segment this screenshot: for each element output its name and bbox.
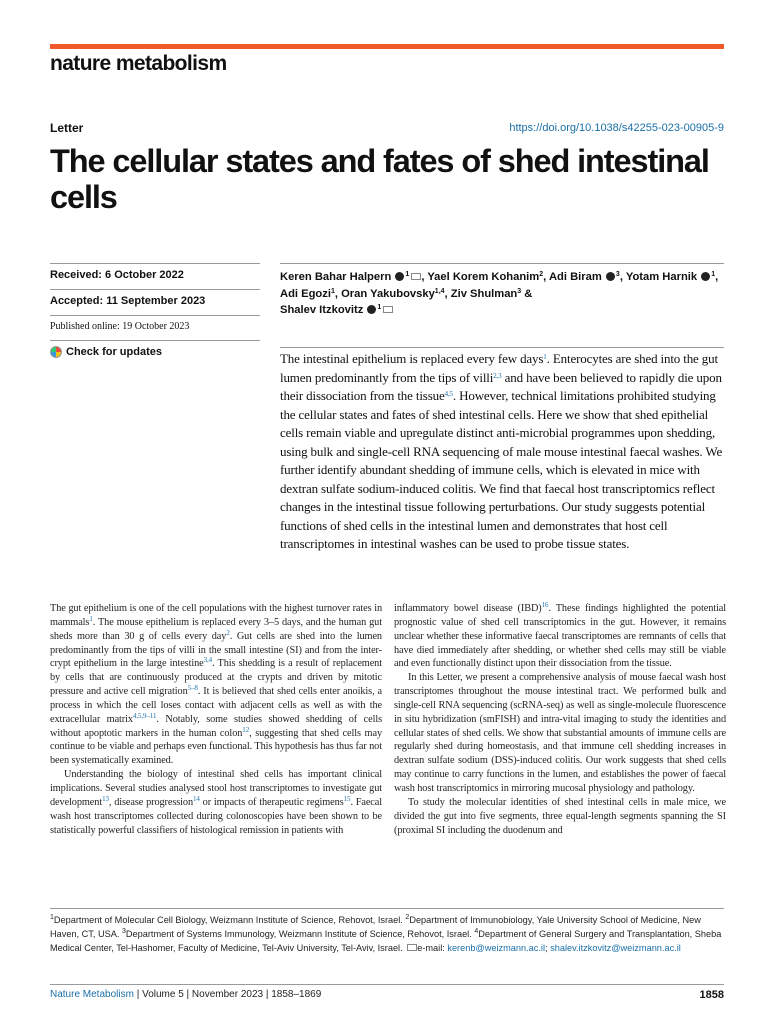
body-paragraph: The gut epithelium is one of the cell populations with the highest turnover rates in mammals$^1$. The mouse epithelium is replaced every 3–5 days, and the human gut sheds more than 30 g of cells every day$^2$. Gut cells are shed into the lumen predominantly from the tips of villi in the small intestine (SI) and from the inter-crypt epithelium in the large intestine$^{3,4}$. This shedding is a result of replacement by cells that are continuously produced at the crypts and driven by mitotic pressure and active cell migration$^{5-8}$. It is believed that shed cells enter anoikis, a process in which the cell loses contact with adjacent cells as well as with the extracellular matrix$^{4,5,9-11}$. Notably, some studies showed shedding of cells without apoptotic markers in the human colon$^{12}$, suggesting that shed cells may continue to be viable and perhaps even functional. This hypothesis has thus far not been systematically examined. [50,603,383,767]
accepted-date: Accepted: 11 September 2023 [50,289,260,315]
affiliation-text: Department of General Surgery and Transplantation, Sheba Medical Center, Tel-Hashomer, Faculty of Medicine, Tel-Aviv University, Tel-Aviv, Israel. [50,929,722,954]
check-updates-label: Check for updates [66,346,162,358]
affiliation-sup: 3 [615,271,620,278]
affiliation-sup: 1,4 [434,287,445,295]
author-name[interactable]: Yael Korem Kohanim [427,271,540,283]
email-icon[interactable] [411,273,421,280]
citation-ref[interactable]: 5–8 [187,684,198,693]
received-date: Received: 6 October 2022 [50,263,260,289]
doi-link[interactable]: https://doi.org/10.1038/s42255-023-00905-9 [509,122,724,134]
citation-ref[interactable]: 12 [242,725,250,734]
affiliation-sup: 1 [377,304,382,311]
article-dates [50,263,260,366]
orcid-icon[interactable] [367,305,376,314]
affiliation-sup: 1 [711,271,716,278]
author-name[interactable]: Ziv Shulman [450,287,518,300]
published-date: Published online: 19 October 2023 [50,315,260,340]
footer-citation [50,989,321,1001]
orcid-icon[interactable] [701,272,710,281]
citation-ref[interactable]: 4,5,9–11 [132,711,157,720]
body-column-left [50,602,382,837]
page-footer [50,984,724,1001]
abstract-text: . However, technical limitations prohibited studying the cellular states and fates of shed intestinal cells. Here we show that shed epithelial cells remain viable and upregulate distinct anti-microbial programmes upon shedding, using bulk and single-cell RNA sequencing of male mouse intestinal faecal washes. We further identify abundant shedding of immune cells, which is elevated in mice with dextran sulfate sodium-induced colitis. We find that faecal host transcriptomics reflect changes in the intestinal tissue following perturbations. Our study suggests potential functions of shed cells in the intestinal lumen and demonstrates that host cell transcriptomes in intestinal washes can be used to probe tissue states. [280,388,723,552]
citation-ref[interactable]: 2,3 [493,371,502,380]
article-type: Letter [50,121,84,135]
abstract [280,347,724,554]
affiliation-sup: 1 [330,287,335,295]
body-paragraph: To study the molecular identities of shed intestinal cells in male mice, we divided the gut into five segments, three equal-length segments spanning the SI (proximal SI including the duodenum and [394,796,726,836]
affiliation-sup: 3 [517,287,522,295]
orcid-icon[interactable] [395,272,404,281]
author-name[interactable]: Oran Yakubovsky [341,287,435,300]
citation-ref[interactable]: 3,4 [203,656,213,665]
citation-ref[interactable]: 14 [193,794,200,803]
email-icon[interactable] [383,306,393,313]
article-title: The cellular states and fates of shed intestinal cells [50,143,709,215]
affiliation-sup: 1 [50,914,54,921]
affiliation-sup: 1 [405,271,410,278]
email-link[interactable]: shalev.itzkovitz@weizmann.ac.il [550,943,681,954]
author-name[interactable]: Adi Egozi [280,287,331,300]
citation-ref[interactable]: 2 [226,628,230,637]
affiliation-sup: 2 [539,271,544,278]
journal-logo: nature metabolism [50,52,227,75]
check-updates-icon [50,346,62,358]
affiliation-text: Department of Systems Immunology, Weizmann Institute of Science, Rehovot, Israel. [125,929,475,940]
body-paragraph: inflammatory bowel disease (IBD)$^{16}$. These findings highlighted the potential prognostic value of shed cell transcriptomics in the gut. However, it remains unclear whether these informative faecal transcriptomes are remnants of cells that have died immediately after shedding, or whether shed cells may still be viable and even functionally distinct upon their dissociation from the tissue. [394,601,726,670]
citation-ref[interactable]: 13 [102,794,109,803]
citation-ref[interactable]: 4,5 [444,390,453,399]
abstract-text: and have been believed to rapidly die upon their dissociation from the tissue [280,369,722,404]
affiliation-sup: 2 [405,914,410,921]
email-link[interactable]: kerenb@weizmann.ac.il [447,943,546,954]
body-paragraph: In this Letter, we present a comprehensive analysis of mouse faecal wash host transcriptomes throughout the mouse intestinal tract. We performed bulk and single-cell RNA sequencing (scRNA-seq) as well as single-molecule fluorescence in situ hybridization (smFISH) and intra-vital imaging to study the identities and cellular states of shed cells. We show that substantial amounts of immune cells are regularly shed during homeostasis, and that immune cell shedding increases in dextran sulfate sodium (DSS)-induced colitis. Our work suggests that shed cells may continue to carry functions in the lumen, and establishes the power of faecal wash host transcriptomics in mirroring mucosal physiology and pathology. [394,672,726,794]
author-list: Keren Bahar Halpern $^1$ , Yael Korem Kohanim$^2$, Adi Biram $^3$, Yotam Harnik $^1$, Adi Egozi$^1$, Oran Yakubovsky$^{1,4}$, Ziv Shulman$^3$ & Shalev Itzkovitz $^1$ [280,263,724,319]
abstract-text: The intestinal epithelium is replaced every few days [280,351,544,366]
email-icon [407,944,417,951]
author-name[interactable]: Yotam Harnik [625,271,698,283]
citation-ref[interactable]: 15 [343,794,351,803]
author-name[interactable]: Shalev Itzkovitz [280,304,364,316]
footer-journal[interactable]: Nature Metabolism [50,989,134,1000]
separator: ; [545,943,551,954]
affiliation-text: Department of Molecular Cell Biology, Weizmann Institute of Science, Rehovot, Israel. [53,915,406,925]
affiliation-sup: 4 [474,928,479,936]
body-paragraph: Understanding the biology of intestinal shed cells has important clinical implications. Several studies analysed stool host transcriptomes to investigate gut development$^{13}$, disease progression$^{14}$ or impacts of therapeutic regimens$^{15}$. Faecal wash host transcriptomes collected during colonoscopies have been shown to be statistically powerful classifiers of histological remission in patients with [50,769,383,836]
footer-volume: | Volume 5 | November 2023 | 1858–1869 [133,989,322,1000]
top-accent-bar [50,44,724,49]
email-label: e-mail: [417,943,448,954]
check-updates-button[interactable] [50,340,260,366]
citation-ref[interactable]: 16 [541,601,549,609]
page-number: 1858 [699,989,724,1001]
affiliation-sup: 3 [122,928,126,936]
citation-ref[interactable]: 1 [89,614,93,623]
author-name[interactable]: Adi Biram [548,271,602,283]
author-name[interactable]: Keren Bahar Halpern [280,271,392,283]
body-column-right [394,602,726,837]
abstract-text: . Enterocytes are shed into the gut lumen predominantly from the tips of villi [280,351,718,385]
orcid-icon[interactable] [606,272,615,281]
affiliation-text: Department of Immunobiology, Yale University School of Medicine, New Haven, CT, USA. [50,915,701,940]
citation-ref[interactable]: 1 [543,353,547,361]
affiliations [50,908,724,956]
